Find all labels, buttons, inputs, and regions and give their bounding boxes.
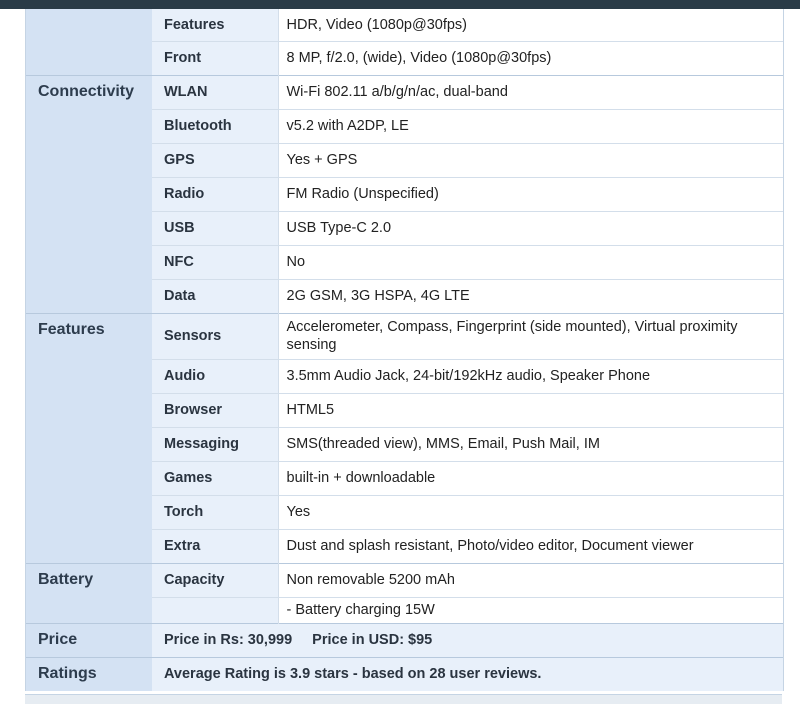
spec-value: Accelerometer, Compass, Fingerprint (side mounted), Virtual proximity sensing (278, 313, 783, 359)
spec-row (26, 9, 783, 41)
price-row (26, 623, 783, 657)
ratings-row (26, 657, 783, 691)
spec-label: Data (152, 279, 278, 313)
price-values (152, 623, 783, 657)
spec-value: Dust and splash resistant, Photo/video editor, Document viewer (278, 529, 783, 563)
category-features: Features (26, 313, 152, 563)
spec-value: HDR, Video (1080p@30fps) (278, 9, 783, 41)
spec-value: built-in + downloadable (278, 461, 783, 495)
spec-label: USB (152, 211, 278, 245)
category-ratings: Ratings (26, 657, 152, 691)
spec-label: Extra (152, 529, 278, 563)
spec-value: 2G GSM, 3G HSPA, 4G LTE (278, 279, 783, 313)
spec-label: Torch (152, 495, 278, 529)
spec-value: - Battery charging 15W (278, 597, 783, 623)
spec-value: No (278, 245, 783, 279)
specs-table (25, 9, 784, 691)
spec-value: SMS(threaded view), MMS, Email, Push Mail, IM (278, 427, 783, 461)
spec-label: Bluetooth (152, 109, 278, 143)
spec-value: Yes (278, 495, 783, 529)
spec-label (152, 597, 278, 623)
spec-value: USB Type-C 2.0 (278, 211, 783, 245)
spec-label: Games (152, 461, 278, 495)
spec-row (26, 313, 783, 359)
price-usd: Price in USD: $95 (312, 632, 433, 648)
spec-label: Audio (152, 359, 278, 393)
spec-label: Features (152, 9, 278, 41)
spec-value: Yes + GPS (278, 143, 783, 177)
spec-value: v5.2 with A2DP, LE (278, 109, 783, 143)
spec-label: Messaging (152, 427, 278, 461)
spec-label: GPS (152, 143, 278, 177)
spec-row (26, 75, 783, 109)
spec-value: 8 MP, f/2.0, (wide), Video (1080p@30fps) (278, 41, 783, 75)
spec-label: Capacity (152, 563, 278, 597)
category-connectivity: Connectivity (26, 75, 152, 313)
category-cell (26, 9, 152, 75)
spec-label: NFC (152, 245, 278, 279)
category-battery: Battery (26, 563, 152, 623)
spec-label: WLAN (152, 75, 278, 109)
spec-value: Non removable 5200 mAh (278, 563, 783, 597)
price-inr: Price in Rs: 30,999 (164, 632, 293, 648)
spec-value: FM Radio (Unspecified) (278, 177, 783, 211)
specs-grid (26, 9, 783, 691)
ratings-text: Average Rating is 3.9 stars - based on 28 user reviews. (152, 657, 783, 691)
spec-value: Wi-Fi 802.11 a/b/g/n/ac, dual-band (278, 75, 783, 109)
spec-row (26, 563, 783, 597)
spec-label: Browser (152, 393, 278, 427)
top-bar (0, 0, 800, 9)
category-price: Price (26, 623, 152, 657)
spec-label: Front (152, 41, 278, 75)
spec-label: Sensors (152, 313, 278, 359)
spec-value: HTML5 (278, 393, 783, 427)
spec-label: Radio (152, 177, 278, 211)
spec-value: 3.5mm Audio Jack, 24-bit/192kHz audio, Speaker Phone (278, 359, 783, 393)
